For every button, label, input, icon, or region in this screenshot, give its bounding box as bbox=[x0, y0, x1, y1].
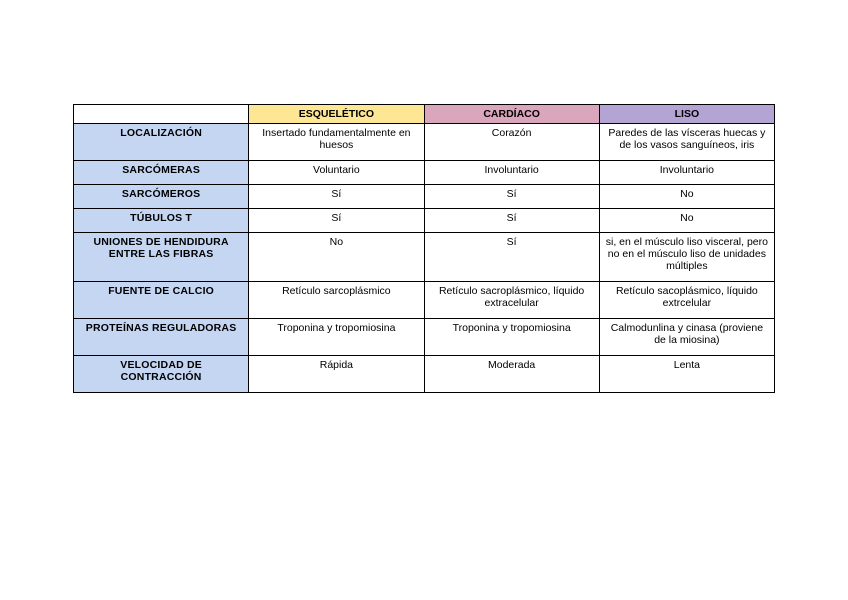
table-cell: Sí bbox=[424, 209, 599, 233]
row-label: LOCALIZACIÓN bbox=[74, 124, 249, 161]
table-cell: Sí bbox=[249, 185, 424, 209]
table-cell: Retículo sacoplásmico, líquido extrcelular bbox=[599, 282, 774, 319]
table-cell: No bbox=[599, 209, 774, 233]
table-row bbox=[74, 124, 775, 161]
row-label: TÚBULOS T bbox=[74, 209, 249, 233]
table-row bbox=[74, 185, 775, 209]
table-cell: Rápida bbox=[249, 356, 424, 393]
table-cell: Moderada bbox=[424, 356, 599, 393]
row-label: PROTEÍNAS REGULADORAS bbox=[74, 319, 249, 356]
table-cell: No bbox=[249, 233, 424, 282]
table-row bbox=[74, 233, 775, 282]
table-cell: Voluntario bbox=[249, 161, 424, 185]
table-cell: Troponina y tropomiosina bbox=[249, 319, 424, 356]
row-label: SARCÓMERAS bbox=[74, 161, 249, 185]
table-row bbox=[74, 282, 775, 319]
table-cell: Calmodunlina y cinasa (proviene de la miosina) bbox=[599, 319, 774, 356]
table-cell: Corazón bbox=[424, 124, 599, 161]
table-row bbox=[74, 356, 775, 393]
table-cell: No bbox=[599, 185, 774, 209]
table-cell: Insertado fundamentalmente en huesos bbox=[249, 124, 424, 161]
row-label: VELOCIDAD DE CONTRACCIÓN bbox=[74, 356, 249, 393]
table-row bbox=[74, 209, 775, 233]
table-cell: si, en el músculo liso visceral, pero no en el músculo liso de unidades múltiples bbox=[599, 233, 774, 282]
header-smooth: LISO bbox=[599, 105, 774, 124]
table-cell: Involuntario bbox=[424, 161, 599, 185]
table-cell: Sí bbox=[249, 209, 424, 233]
header-row bbox=[74, 105, 775, 124]
table-cell: Paredes de las vísceras huecas y de los vasos sanguíneos, iris bbox=[599, 124, 774, 161]
table-cell: Involuntario bbox=[599, 161, 774, 185]
table-cell: Retículo sarcoplásmico bbox=[249, 282, 424, 319]
table-cell: Troponina y tropomiosina bbox=[424, 319, 599, 356]
table-cell: Retículo sacroplásmico, líquido extracelular bbox=[424, 282, 599, 319]
table-cell: Lenta bbox=[599, 356, 774, 393]
muscle-comparison-table bbox=[73, 104, 775, 393]
row-label: SARCÓMEROS bbox=[74, 185, 249, 209]
header-cardiac: CARDÍACO bbox=[424, 105, 599, 124]
row-label: FUENTE DE CALCIO bbox=[74, 282, 249, 319]
table-row bbox=[74, 161, 775, 185]
table-cell: Sí bbox=[424, 233, 599, 282]
table-cell: Sí bbox=[424, 185, 599, 209]
table-row bbox=[74, 319, 775, 356]
header-corner-cell bbox=[74, 105, 249, 124]
row-label: UNIONES DE HENDIDURA ENTRE LAS FIBRAS bbox=[74, 233, 249, 282]
header-skeletal: ESQUELÉTICO bbox=[249, 105, 424, 124]
